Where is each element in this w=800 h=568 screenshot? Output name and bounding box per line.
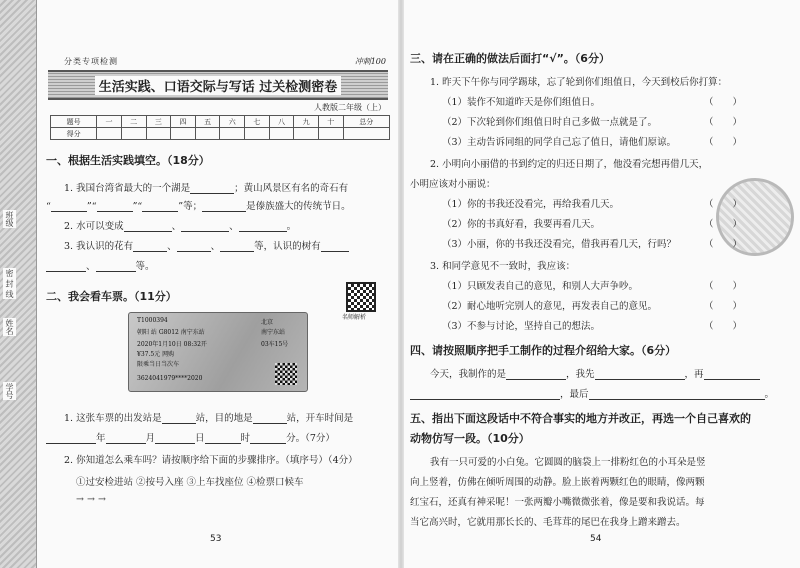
answer-blank[interactable] [177,241,211,252]
text: “ [46,201,51,212]
score-input-cell[interactable] [269,128,294,140]
ticket-seat: 03车15号 [261,341,289,348]
score-input-cell[interactable] [146,128,171,140]
text: 、 [171,221,182,232]
answer-blank[interactable] [124,221,172,232]
sec3-q1-opt2: （2）下次轮到你们组值日时自己多做一点就是了。 [442,117,658,128]
page-number-right: 54 [590,534,602,544]
score-cell: 五 [195,116,220,128]
sec3-q2-opt2: （2）你的书真好看，我要再看几天。 [442,219,601,230]
ticket-number: T1000394 [137,317,168,324]
text: 站，开车时间是 [286,413,354,424]
ticket-note: 限乘当日当次车 [137,361,180,368]
q1-line1 [64,180,348,194]
passage-line-1: 我有一只可爱的小白兔。它圆圆的脑袋上一排粉红色的小耳朵是竖 [430,457,706,468]
answer-paren[interactable]: （ ） [704,137,743,148]
page-title: 生活实践、口语交际与写话 过关检测密卷 [95,76,342,95]
answer-blank[interactable] [250,433,286,444]
answer-blank[interactable] [46,261,86,272]
sec3-q1-opt1: （1）装作不知道昨天是你们组值日。 [442,97,601,108]
answer-paren[interactable]: （ ） [704,199,743,210]
number-label: 学号 [5,383,14,399]
ticket-price: ¥37.5元 网购 [137,351,175,358]
text: 时 [240,433,251,444]
text: 1. 这张车票的出发站是 [64,413,162,424]
qr-code[interactable] [346,282,376,312]
answer-blank[interactable] [205,433,241,444]
text: 、 [229,221,239,232]
text: 等。 [135,261,155,272]
score-input-cell[interactable] [171,128,196,140]
section-2-title: 二、我会看车票。（11分） [46,290,177,303]
score-cell: 题号 [51,116,97,128]
answer-blank[interactable] [321,241,349,252]
score-cell: 三 [146,116,171,128]
sec2-q1-line1 [64,410,353,424]
title-banner [48,70,388,100]
text: 日 [195,433,205,444]
answer-blank[interactable] [133,241,167,252]
sec2-steps: ①过安检进站 ②按号入座 ③上车找座位 ④检票口候车 [76,477,304,488]
answer-paren[interactable]: （ ） [704,97,743,108]
sec3-q3: 3. 和同学意见不一致时，我应该： [430,261,576,272]
answer-paren[interactable]: （ ） [704,239,743,250]
section-1-title: 一、根据生活实践填空。（18分） [46,154,210,167]
train-ticket-image [128,312,308,392]
score-input-cell[interactable] [318,128,343,140]
passage-line-4: 当它高兴时，它就用那长长的、毛茸茸的尾巴在我身上蹭来蹭去。 [410,517,686,528]
text: ”等； [178,201,203,212]
sec3-q3-opt3: （3）不参与讨论，坚持自己的想法。 [442,321,601,332]
score-input-cell[interactable] [294,128,319,140]
score-cell: 七 [245,116,270,128]
score-cell: 九 [294,116,319,128]
sec3-q1-opt3: （3）主动告诉同组的同学自己忘了值日，请他们原谅。 [442,137,677,148]
answer-paren[interactable]: （ ） [704,281,743,292]
ticket-datetime: 2020年1月10日 08:32开 [137,341,207,348]
score-cell: 十 [318,116,343,128]
answer-blank[interactable] [704,369,760,380]
answer-blank[interactable] [506,369,566,380]
answer-blank[interactable] [155,433,195,444]
text: 3. 我认识的花有 [64,241,134,252]
text: 等，认识的树有 [254,241,321,252]
score-input-cell[interactable] [97,128,122,140]
text: ；黄山风景区有名的奇石有 [234,183,349,194]
score-input-cell[interactable] [195,128,220,140]
binding-strip [0,0,37,568]
answer-paren[interactable]: （ ） [704,117,743,128]
text: ”“ [86,201,97,212]
ticket-station-right-1: 北京 [261,319,274,326]
seal-line-label: 密 封 线 [5,269,14,299]
text: 、 [167,241,177,252]
answer-blank[interactable] [106,433,146,444]
sec3-q1: 1. 昨天下午你与同学踢球，忘了轮到你们组值日，今天到校后你打算： [430,77,728,88]
answer-blank[interactable] [595,369,685,380]
score-cell: 六 [220,116,245,128]
series-label: 分类专项检测 [64,57,118,66]
score-input-cell[interactable] [343,128,389,140]
score-value-row [51,128,390,140]
ticket-station-right-2: 南宁东站 [261,329,286,336]
answer-blank[interactable] [220,241,254,252]
answer-paren[interactable]: （ ） [704,301,743,312]
corner-tag: 冲刺100 [354,57,386,66]
ticket-id: 3624041979****2020 [137,375,203,382]
answer-blank[interactable] [96,261,136,272]
score-input-cell[interactable] [220,128,245,140]
text: 站，目的地是 [195,413,253,424]
sec2-q1-line2 [46,430,335,444]
score-cell: 二 [121,116,146,128]
text: 。 [286,221,297,232]
answer-blank[interactable] [202,201,246,212]
sec3-q3-opt1: （1）只顾发表自己的意见，和别人大声争吵。 [442,281,639,292]
text: 分。（7分） [286,433,335,444]
answer-blank[interactable] [51,201,87,212]
score-cell: 四 [171,116,196,128]
score-cell: 八 [269,116,294,128]
text: 1. 我国台湾省最大的一个湖是 [64,183,191,194]
q3-line1 [64,238,349,252]
sec3-q2-opt3: （3）小丽，你的书我还没看完，借我再看几天，行吗？ [442,239,677,250]
answer-blank[interactable] [253,413,287,424]
text: 今天，我制作的是 [430,369,507,380]
sec3-q2b: 小明应该对小丽说： [410,179,496,190]
text: ”“ [132,201,143,212]
passage-line-3: 红宝石，还真有神采呢！一张两瓣小嘴微微张着，像是要和我说话。每 [410,497,705,508]
sec4-line1 [430,366,760,380]
ticket-route: 朝阳 站 G8012 南宁东站 [137,329,205,336]
text: ，最后 [560,389,589,400]
score-table [50,115,390,140]
answer-blank[interactable] [97,201,133,212]
text: 。 [764,389,775,400]
ticket-qr-icon [275,363,297,385]
sec2-order-arrows[interactable]: → → → [76,494,106,505]
text: 2. 水可以变成 [64,221,124,232]
answer-blank[interactable] [239,221,287,232]
sec3-q2-opt1: （1）你的书我还没看完，再给我看几天。 [442,199,620,210]
answer-blank[interactable] [46,433,96,444]
section-5-title-b: 动物仿写一段。（10分） [410,432,530,445]
score-cell: 一 [97,116,122,128]
score-cell: 总分 [343,116,389,128]
class-label: 班级 [5,211,14,227]
sec3-q3-opt2: （2）耐心地听完别人的意见，再发表自己的意见。 [442,301,658,312]
answer-paren[interactable]: （ ） [704,321,743,332]
passage-line-2: 向上竖着，仿佛在倾听周围的动静。脸上嵌着两颗红色的眼睛，像两颗 [410,477,705,488]
text: 月 [145,433,156,444]
section-5-title-a: 五、指出下面这段话中不符合事实的地方并改正，再选一个自己喜欢的 [410,412,751,425]
q2-line [64,218,296,232]
edition-label: 人教版二年级（上） [314,103,386,112]
text: ，再 [684,369,704,380]
answer-blank[interactable] [190,183,234,194]
text: ，我先 [566,369,595,380]
score-header-row [51,116,390,128]
section-3-title: 三、请在正确的做法后面打“√”。（6分） [410,52,610,65]
name-label: 姓名 [5,319,14,335]
text: 、 [210,241,221,252]
q1-line2 [46,198,351,212]
sec4-line2 [410,386,774,400]
score-cell: 得分 [51,128,97,140]
q3-line2 [46,258,155,272]
page-53 [36,0,398,568]
text: 是傣族盛大的传统节日。 [246,201,351,212]
text: 年 [96,433,106,444]
score-input-cell[interactable] [245,128,270,140]
page-number-left: 53 [210,534,222,544]
answer-blank[interactable] [142,201,178,212]
text: 、 [86,261,96,272]
sec2-q2-line: 2. 你知道怎么乘车吗？请按顺序给下面的步骤排序。（填序号）（4分） [64,455,358,466]
answer-paren[interactable]: （ ） [704,219,743,230]
answer-blank[interactable] [162,413,196,424]
answer-blank[interactable] [589,389,765,400]
answer-blank[interactable] [181,221,229,232]
qr-label: 名师解析 [342,314,367,321]
section-4-title: 四、请按照顺序把手工制作的过程介绍给大家。（6分） [410,344,677,357]
sec3-q2a: 2. 小明向小丽借的书到约定的归还日期了，他没看完想再借几天， [430,159,709,170]
score-input-cell[interactable] [121,128,146,140]
answer-blank[interactable] [410,389,560,400]
page-54 [404,0,794,568]
